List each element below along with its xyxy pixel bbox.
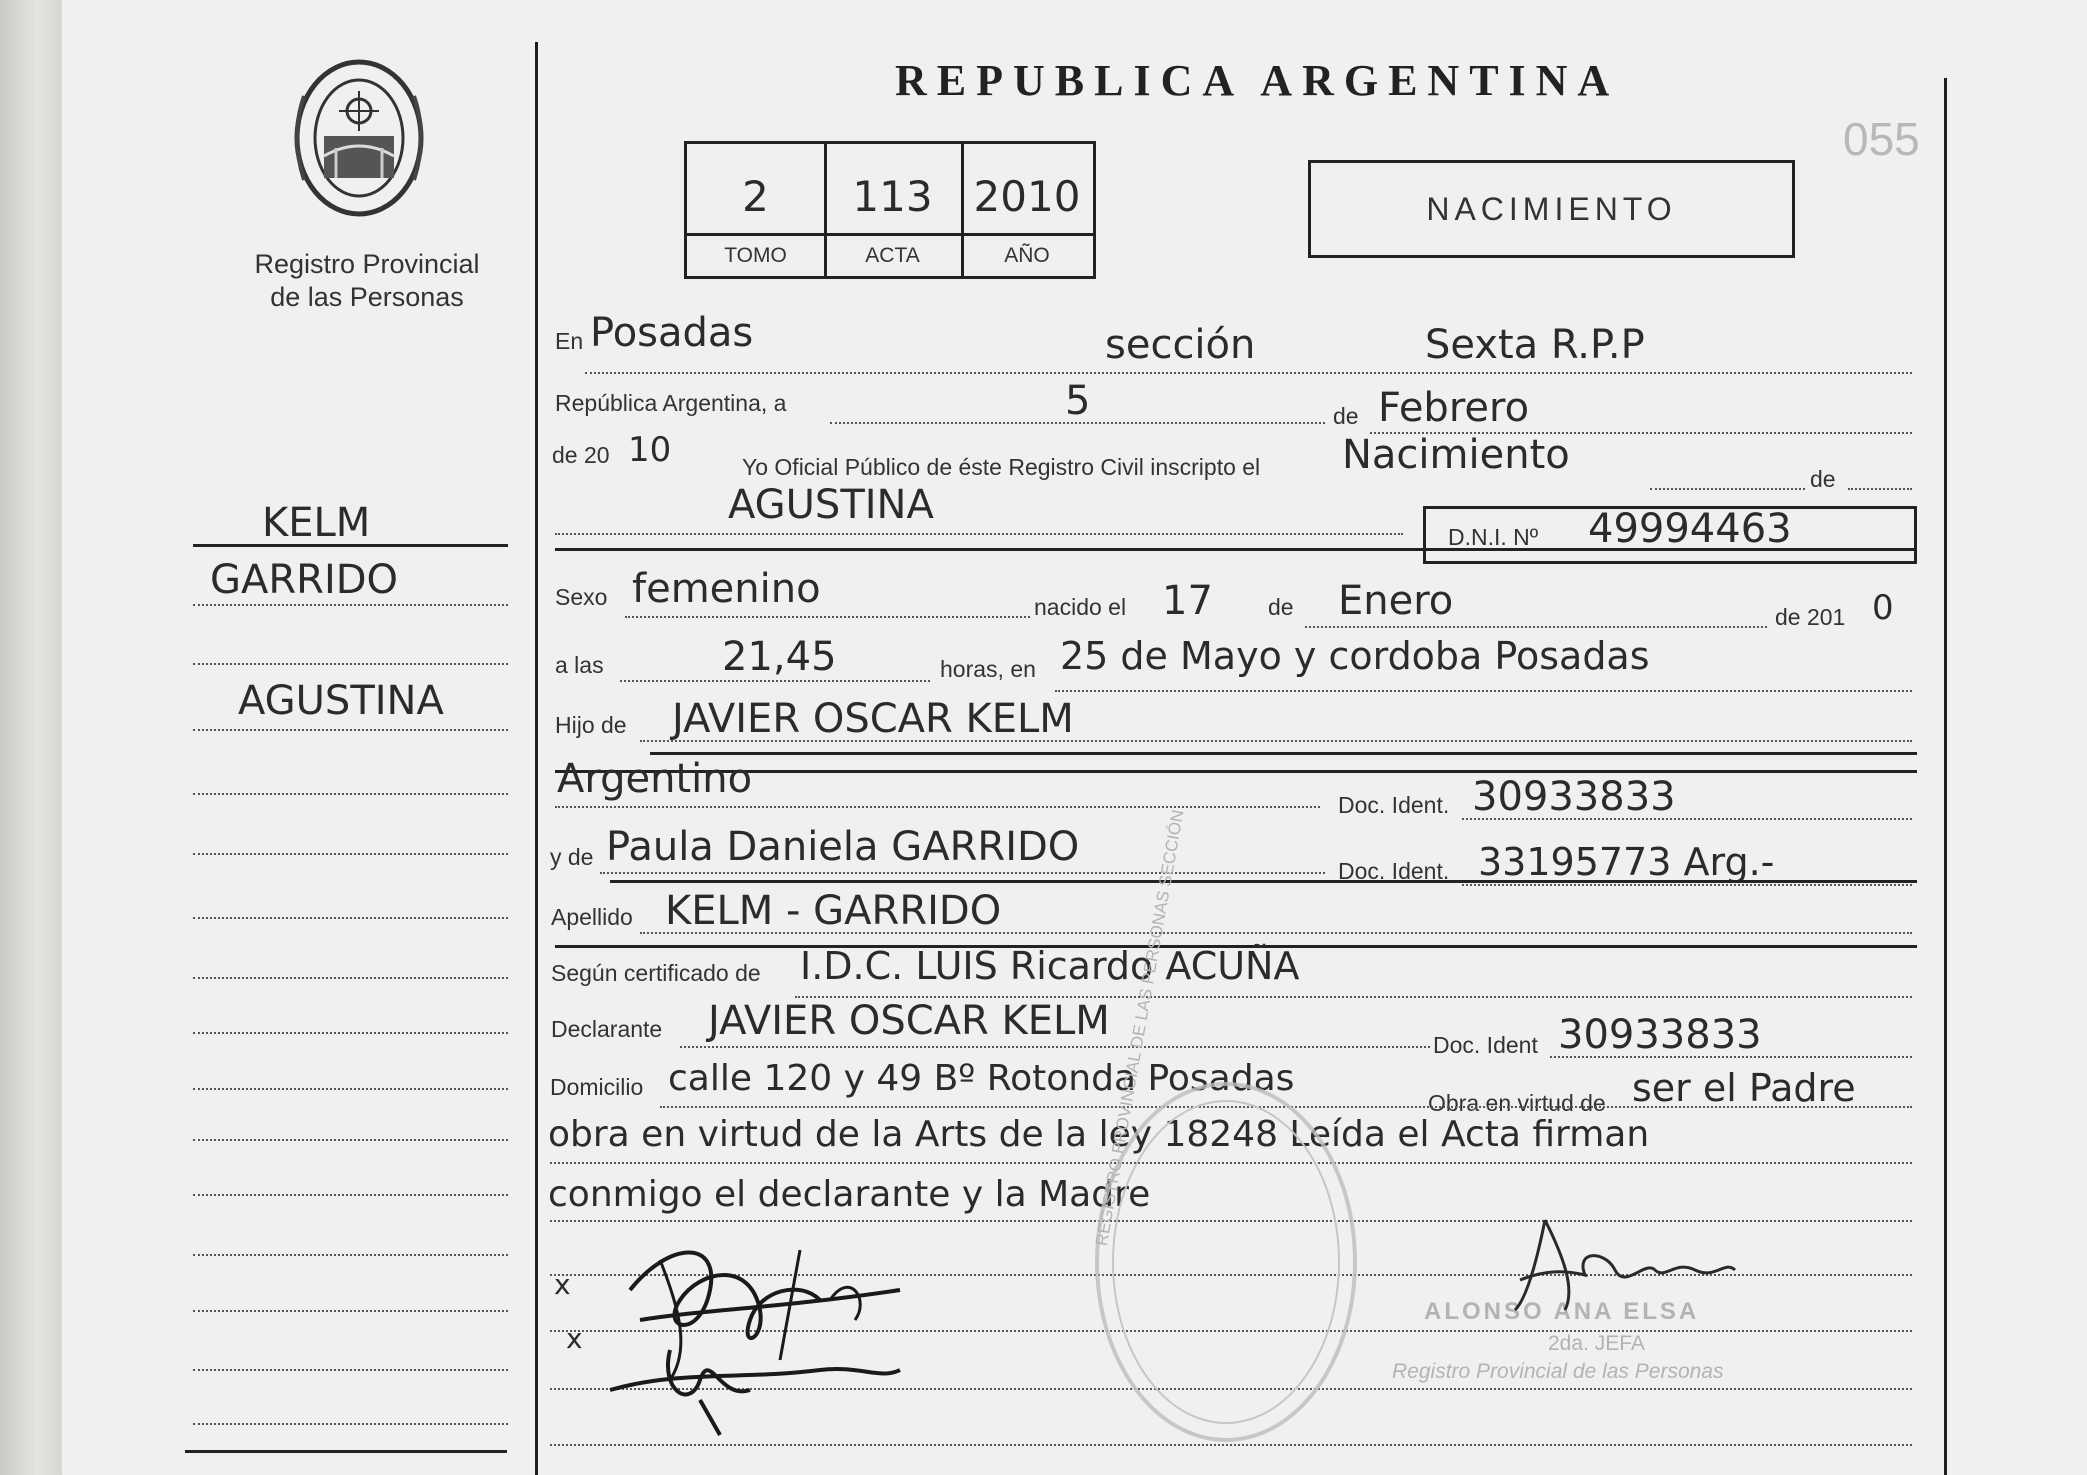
line-hijo <box>640 740 1912 742</box>
padre-doc: 30933833 <box>1472 774 1676 820</box>
seccion-value: sección <box>1105 322 1256 368</box>
margin-line <box>193 1310 508 1312</box>
margin-line <box>193 1423 508 1425</box>
nombre-inscripto: AGUSTINA <box>728 482 934 528</box>
official-signature <box>1505 1210 1745 1330</box>
rule-dni <box>555 548 1917 551</box>
obra-label: Obra en virtud de <box>1428 1090 1606 1116</box>
rule-hijo <box>650 752 1917 755</box>
line-sexo-2 <box>1305 626 1767 628</box>
margin-divider <box>535 42 538 1475</box>
signature-mark-1: x <box>554 1268 571 1301</box>
de-label: de <box>1333 403 1359 429</box>
anio-prefix: de 20 <box>552 442 610 468</box>
hora-value: 21,45 <box>722 634 837 680</box>
margin-surname-2: GARRIDO <box>210 557 399 603</box>
apellido-value: KELM - GARRIDO <box>665 888 1002 934</box>
seccion-numero: Sexta R.P.P <box>1425 322 1645 368</box>
fecha-anio: 10 <box>628 430 672 470</box>
record-number-box <box>684 141 1096 279</box>
line-nombre <box>555 533 1403 535</box>
margin-given-name: AGUSTINA <box>238 678 444 724</box>
dni-value: 49994463 <box>1588 506 1792 552</box>
page-title: REPUBLICA ARGENTINA <box>895 56 1620 105</box>
registry-line-1: Registro Provincial <box>254 249 480 279</box>
acta-label: ACTA <box>865 244 920 267</box>
margin-line <box>193 1088 508 1090</box>
line-nac-2 <box>1462 818 1912 820</box>
dni-label: D.N.I. Nº <box>1448 524 1539 550</box>
fecha-dia: 5 <box>1065 378 1091 424</box>
oval-stamp-text: REGISTRO PROVINCIAL DE LAS PERSONAS SECCIÓN <box>1092 808 1188 1248</box>
acta-value: 113 <box>852 172 933 221</box>
en-label: En <box>555 328 584 354</box>
line-apellido <box>640 932 1912 934</box>
obra-value: ser el Padre <box>1632 1066 1856 1110</box>
margin-bottom-rule <box>185 1450 507 1453</box>
margin-line <box>193 917 508 919</box>
right-border <box>1944 78 1947 1475</box>
padre-nacionalidad: Argentino <box>557 756 753 802</box>
madre-nombre: Paula Daniela GARRIDO <box>606 824 1080 870</box>
doc-ident-label: Doc. Ident. <box>1338 792 1450 818</box>
rule-madre <box>610 880 1917 883</box>
line-republica <box>830 422 1325 424</box>
line-sexo <box>625 616 1030 618</box>
registry-line-2: de las Personas <box>270 282 464 312</box>
misiones-seal-logo <box>284 56 434 220</box>
observaciones-line-2: conmigo el declarante y la Madre <box>548 1174 1151 1215</box>
line-madre <box>600 872 1325 874</box>
line-alas-2 <box>1055 690 1912 692</box>
declarante-doc: 30933833 <box>1558 1012 1762 1058</box>
registry-oval-stamp-inner <box>1112 1100 1340 1424</box>
republica-label: República Argentina, a <box>555 390 787 416</box>
fecha-mes: Febrero <box>1378 385 1530 431</box>
margin-line <box>193 793 508 795</box>
margin-line <box>193 1194 508 1196</box>
domicilio-label: Domicilio <box>550 1074 644 1100</box>
nacido-anio: 0 <box>1872 588 1894 628</box>
padre-nombre: JAVIER OSCAR KELM <box>672 696 1074 742</box>
acta-cell <box>824 144 964 276</box>
sexo-label: Sexo <box>555 584 608 610</box>
doc-ident-label-3: Doc. Ident <box>1433 1032 1538 1058</box>
box-divider <box>687 233 1093 236</box>
oficial-text: Yo Oficial Público de éste Registro Civil inscripto el <box>742 454 1261 480</box>
line-madre-2 <box>1462 884 1912 886</box>
line-declarante-2 <box>1550 1056 1912 1058</box>
page-number-stamp: 055 <box>1843 113 1920 165</box>
margin-line <box>193 729 508 731</box>
anio-value: 2010 <box>973 172 1081 221</box>
margin-line <box>193 853 508 855</box>
margin-surname-1: KELM <box>262 500 371 546</box>
margin-rule <box>193 544 508 547</box>
observaciones-line-1: obra en virtud de la Arts de la ley 18248 Leída el Acta firman <box>548 1114 1650 1155</box>
alas-label: a las <box>555 652 604 678</box>
margin-line <box>193 977 508 979</box>
official-stamp-name: ALONSO ANA ELSA <box>1424 1298 1700 1325</box>
declarante-label: Declarante <box>551 1016 663 1042</box>
certificado-value: I.D.C. LUIS Ricardo ACUÑA <box>800 944 1300 988</box>
signature-mark-2: x <box>566 1322 583 1355</box>
yde-label: y de <box>550 844 594 870</box>
rule-hijo-2 <box>555 770 1917 773</box>
inscripto-value: Nacimiento <box>1342 432 1570 478</box>
form-type-box: NACIMIENTO <box>1308 160 1795 258</box>
declarante-value: JAVIER OSCAR KELM <box>708 998 1110 1044</box>
horas-label: horas, en <box>940 656 1036 682</box>
registry-name <box>232 248 502 314</box>
de-label-2: de <box>1810 466 1836 492</box>
margin-line <box>193 1254 508 1256</box>
official-stamp-office: Registro Provincial de las Personas <box>1392 1360 1724 1383</box>
apellido-label: Apellido <box>551 904 633 930</box>
doc-ident-label-2: Doc. Ident. <box>1338 858 1450 884</box>
de-label-3: de <box>1268 594 1294 620</box>
hijo-label: Hijo de <box>555 712 627 738</box>
margin-line <box>193 1139 508 1141</box>
de-201-label: de 201 <box>1775 604 1846 630</box>
margin-line <box>193 1032 508 1034</box>
tomo-label: TOMO <box>724 244 787 267</box>
book-binding <box>0 0 62 1475</box>
margin-line <box>193 604 508 606</box>
domicilio-value: calle 120 y 49 Bº Rotonda Posadas <box>668 1058 1295 1099</box>
line-sig-4 <box>550 1444 1912 1446</box>
anio-cell <box>961 144 1093 276</box>
tomo-cell <box>687 144 827 276</box>
official-stamp-title: 2da. JEFA <box>1548 1332 1645 1355</box>
declarant-signature <box>600 1230 910 1440</box>
nacido-dia: 17 <box>1162 578 1213 624</box>
anio-label: AÑO <box>1004 244 1050 267</box>
sexo-value: femenino <box>632 566 821 612</box>
line-en <box>585 372 1912 374</box>
madre-doc: 33195773 Arg.- <box>1478 840 1775 884</box>
line-alas <box>620 680 930 682</box>
tomo-value: 2 <box>742 172 769 221</box>
nacido-mes: Enero <box>1338 578 1454 624</box>
line-declarante <box>680 1046 1430 1048</box>
line-nac <box>555 806 1320 808</box>
segun-label: Según certificado de <box>551 960 761 986</box>
line-oficial <box>1650 488 1805 490</box>
margin-line <box>193 663 508 665</box>
margin-line <box>193 1369 508 1371</box>
lugar-inscripcion: Posadas <box>590 310 754 356</box>
lugar-nacimiento: 25 de Mayo y cordoba Posadas <box>1060 634 1650 678</box>
line-oficial-2 <box>1848 488 1912 490</box>
nacido-label: nacido el <box>1034 594 1127 620</box>
